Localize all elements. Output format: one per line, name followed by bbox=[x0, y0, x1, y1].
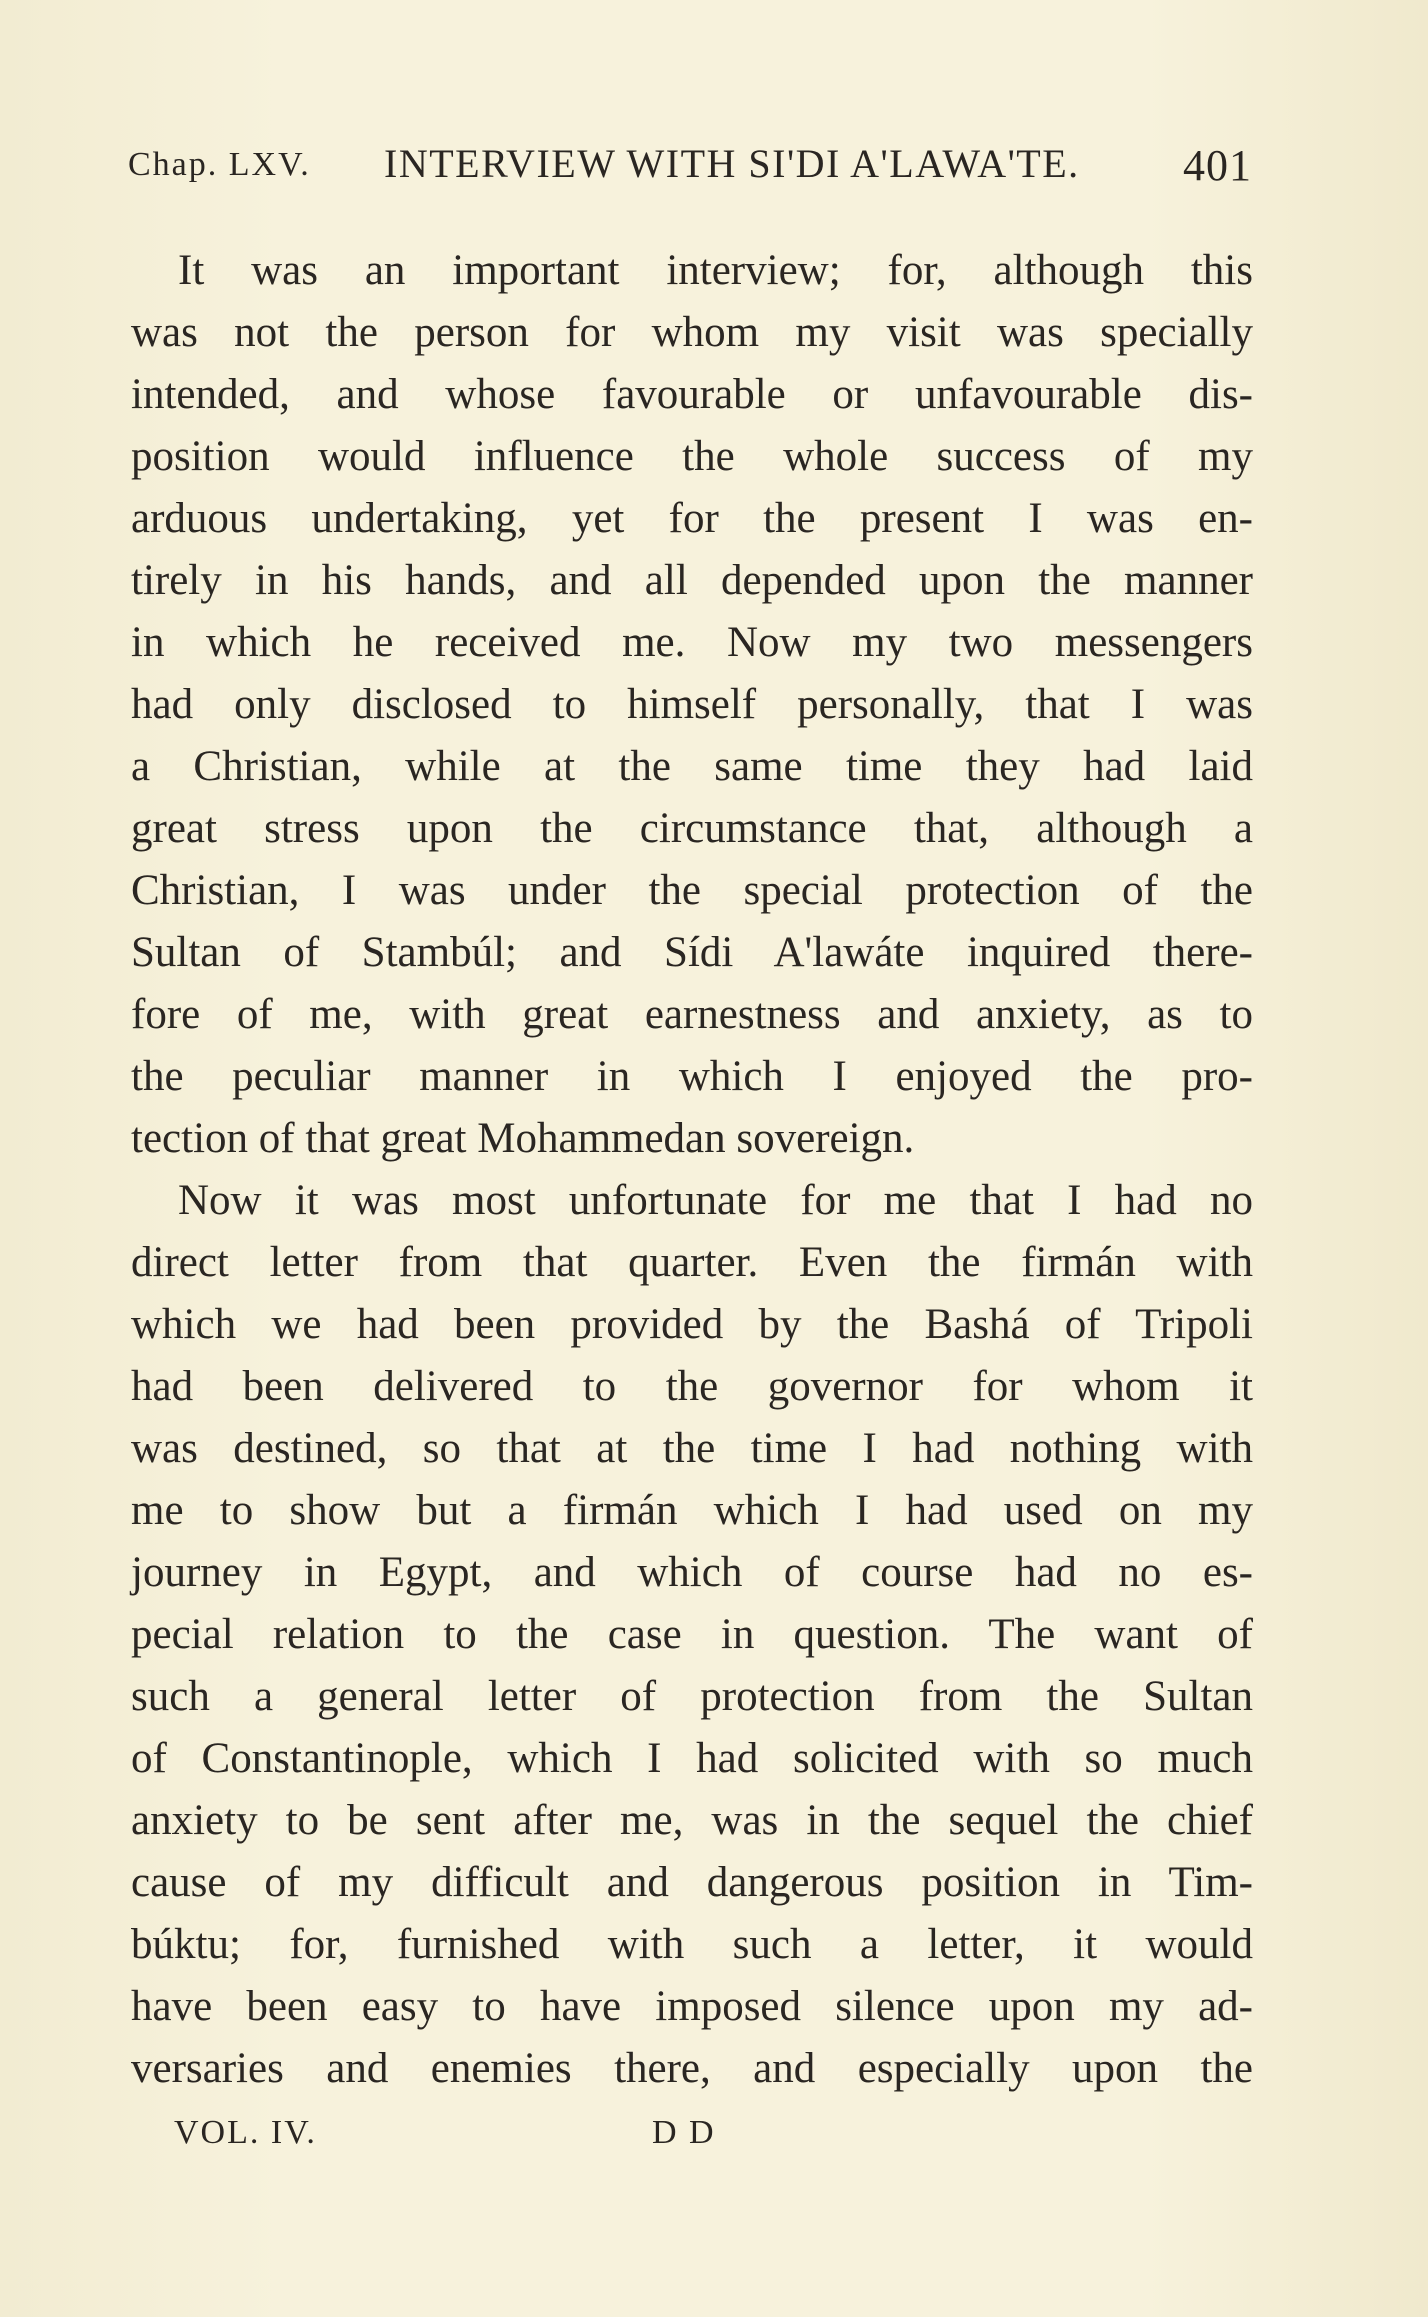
text-line: fore of me, with great earnestness and anxiety, as to bbox=[131, 991, 1253, 1038]
text-line: of Constantinople, which I had solicited with so much bbox=[131, 1735, 1253, 1782]
page-number: 401 bbox=[1183, 141, 1252, 190]
text-line: have been easy to have imposed silence upon my ad- bbox=[131, 1983, 1253, 2030]
text-line: which we had been provided by the Bashá of Tripoli bbox=[131, 1301, 1253, 1348]
page-footer bbox=[174, 2114, 774, 2164]
text-line: arduous undertaking, yet for the present I was en- bbox=[131, 495, 1253, 542]
text-line: journey in Egypt, and which of course had no es- bbox=[131, 1549, 1253, 1596]
text-line: such a general letter of protection from the Sultan bbox=[131, 1673, 1253, 1720]
paragraph-2 bbox=[131, 1170, 1253, 2100]
text-line: versaries and enemies there, and especially upon the bbox=[131, 2045, 1253, 2092]
text-line: It was an important interview; for, although this bbox=[178, 247, 1253, 294]
text-line: Now it was most unfortunate for me that I had no bbox=[178, 1177, 1253, 1224]
text-line: búktu; for, furnished with such a letter, it would bbox=[131, 1921, 1253, 1968]
text-line: Christian, I was under the special protection of the bbox=[131, 867, 1253, 914]
body-text bbox=[131, 240, 1253, 2100]
text-line: me to show but a firmán which I had used on my bbox=[131, 1487, 1253, 1534]
text-line: cause of my difficult and dangerous position in Tim- bbox=[131, 1859, 1253, 1906]
text-line: tection of that great Mohammedan sovereign. bbox=[131, 1115, 915, 1162]
text-line: was not the person for whom my visit was specially bbox=[131, 309, 1253, 356]
text-line: great stress upon the circumstance that, although a bbox=[131, 805, 1253, 852]
text-line: a Christian, while at the same time they had laid bbox=[131, 743, 1253, 790]
signature-mark: D D bbox=[652, 2114, 716, 2151]
text-line: was destined, so that at the time I had nothing with bbox=[131, 1425, 1253, 1472]
text-line: had been delivered to the governor for whom it bbox=[131, 1363, 1253, 1410]
text-line: direct letter from that quarter. Even the firmán with bbox=[131, 1239, 1253, 1286]
text-line: position would influence the whole success of my bbox=[131, 433, 1253, 480]
text-line: anxiety to be sent after me, was in the sequel the chief bbox=[131, 1797, 1253, 1844]
text-line: Sultan of Stambúl; and Sídi A'lawáte inquired there- bbox=[131, 929, 1253, 976]
chapter-label: Chap. LXV. bbox=[128, 146, 311, 183]
text-line: tirely in his hands, and all depended upon the manner bbox=[131, 557, 1253, 604]
running-head bbox=[128, 140, 1252, 192]
text-line: had only disclosed to himself personally, that I was bbox=[131, 681, 1253, 728]
text-line: intended, and whose favourable or unfavourable dis- bbox=[131, 371, 1253, 418]
text-line: the peculiar manner in which I enjoyed the pro- bbox=[131, 1053, 1253, 1100]
text-line: in which he received me. Now my two messengers bbox=[131, 619, 1253, 666]
running-title: INTERVIEW WITH SI'DI A'LAWA'TE. bbox=[384, 141, 1080, 186]
volume-label: VOL. IV. bbox=[174, 2114, 317, 2151]
paragraph-1 bbox=[131, 240, 1253, 1170]
text-line: pecial relation to the case in question. The want of bbox=[131, 1611, 1253, 1658]
